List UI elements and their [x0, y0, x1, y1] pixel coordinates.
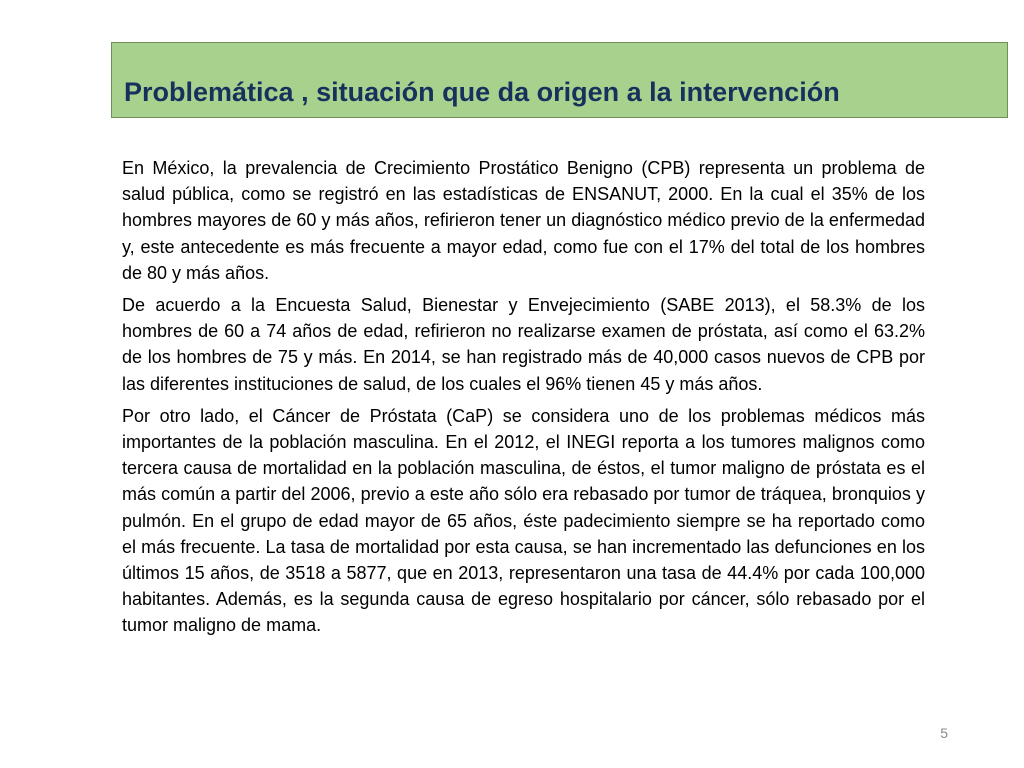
paragraph-2: De acuerdo a la Encuesta Salud, Bienestar y Envejecimiento (SABE 2013), el 58.3% de los hombres de 60 a 74 años de edad, refirieron no realizarse examen de próstata, así como el 63.2% de los hombres de 75 y más. En 2014, se han registrado más de 40,000 casos nuevos de CPB por las diferentes instituciones de salud, de los cuales el 96% tienen 45 y más años. — [122, 295, 925, 394]
body-text — [122, 155, 925, 645]
slide-number: 5 — [940, 725, 948, 741]
title-box — [111, 42, 1008, 118]
paragraph-3: Por otro lado, el Cáncer de Próstata (CaP) se considera uno de los problemas médicos más importantes de la población masculina. En el 2012, el INEGI reporta a los tumores malignos como tercera causa de mortalidad en la población masculina, de éstos, el tumor maligno de próstata es el más común a partir del 2006, previo a este año sólo era rebasado por tumor de tráquea, bronquios y pulmón. En el grupo de edad mayor de 65 años, éste padecimiento siempre se ha reportado como el más frecuente. La tasa de mortalidad por esta causa, se han incrementado las defunciones en los últimos 15 años, de 3518 a 5877, que en 2013, representaron una tasa de 44.4% por cada 100,000 habitantes. Además, es la segunda causa de egreso hospitalario por cáncer, sólo rebasado por el tumor maligno de mama. — [122, 405, 925, 636]
paragraph-1: En México, la prevalencia de Crecimiento Prostático Benigno (CPB) representa un problema de salud pública, como se registró en las estadísticas de ENSANUT, 2000. En la cual el 35% de los hombres mayores de 60 y más años, refirieron tener un diagnóstico médico previo de la enfermedad y, este antecedente es más frecuente a mayor edad, como fue con el 17% del total de los hombres de 80 y más años. — [122, 158, 925, 283]
slide-title: Problemática , situación que da origen a la intervención — [124, 77, 840, 107]
